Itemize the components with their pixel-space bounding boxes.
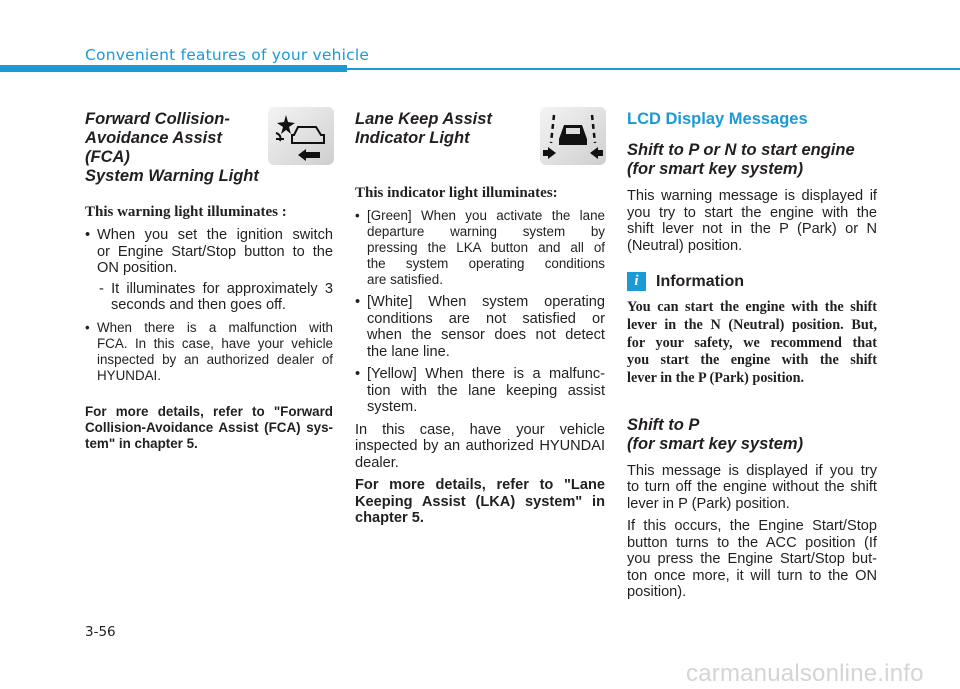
lka-subheading: This indicator light illuminates: [355, 185, 558, 201]
shift-to-p-paragraph: This message is displayed if you try to turn off the engine without the shift lever in P (Park) position. [627, 462, 877, 512]
information-label: Information [656, 272, 744, 290]
fca-bullet-list [85, 227, 333, 384]
lka-indicator-icon [540, 107, 606, 165]
lcd-messages-section [627, 110, 877, 601]
fca-title-line: Avoidance Assist (FCA) [85, 129, 222, 166]
watermark: carmanualsonline.info [686, 660, 924, 687]
fca-warning-icon [268, 107, 334, 165]
lka-section [355, 110, 605, 527]
fca-title [85, 110, 270, 186]
shift-to-p-title: Shift to P (for smart key system) [627, 415, 804, 453]
lka-bullet-list [355, 208, 605, 416]
page-number: 3-56 [85, 624, 116, 640]
section-title: Convenient features of your vehicle [85, 46, 370, 64]
list-item: • [White] When system operating conditions are not satisfied or when the sensor does not detect the lane line. [355, 294, 605, 360]
fca-title-line: Forward Collision- [85, 110, 230, 128]
fca-title-line: System Warning Light [85, 167, 259, 185]
sub-list-item: - It illuminates for approximately 3 seconds and then goes off. [99, 280, 333, 313]
list-item: • [Green] When you activate the lane departure warning system by pressing the LKA button and all of the system operating conditions are satisfied. [355, 208, 605, 287]
lcd-title: LCD Display Messages [627, 110, 808, 128]
acc-paragraph: If this occurs, the Engine Start/Stop button turns to the ACC position (If you press the Engine Start/Stop but- ton once more, it will turn to the ON position). [627, 518, 877, 601]
info-icon: i [627, 272, 646, 291]
shift-p-or-n-title: Shift to P or N to start engine (for smart key system) [627, 141, 855, 178]
fca-note: For more details, refer to "Forward Collision-Avoidance Assist (FCA) sys- tem" in chapter 5. [85, 403, 333, 451]
lka-title-line: Indicator Light [355, 129, 470, 147]
lka-title-line: Lane Keep Assist [355, 110, 492, 128]
lka-paragraph: In this case, have your vehicle inspected by an authorized HYUNDAI dealer. [355, 421, 605, 471]
list-item: • When there is a malfunction with FCA. In this case, have your vehicle inspected by an authorized dealer of HYUNDAI. [85, 319, 333, 383]
lka-note: For more details, refer to "Lane Keeping Assist (LKA) system" in chapter 5. [355, 477, 605, 526]
information-text: You can start the engine with the shift lever in the N (Neutral) position. But, for your safety, we recommend that you start the engine with the shift lever in the P (Park) position. [627, 299, 877, 387]
shift-p-or-n-paragraph: This warning message is displayed if you try to start the engine with the shift lever not in the P (Park) or N (Neutral) position. [627, 188, 877, 254]
information-header [627, 272, 877, 291]
header-accent-bar [0, 65, 347, 72]
list-item: • When you set the ignition switch or Engine Start/Stop button to the ON position. [85, 227, 333, 276]
fca-subheading: This warning light illuminates : [85, 204, 287, 220]
list-item: • [Yellow] When there is a malfunc- tion with the lane keeping assist system. [355, 366, 605, 415]
